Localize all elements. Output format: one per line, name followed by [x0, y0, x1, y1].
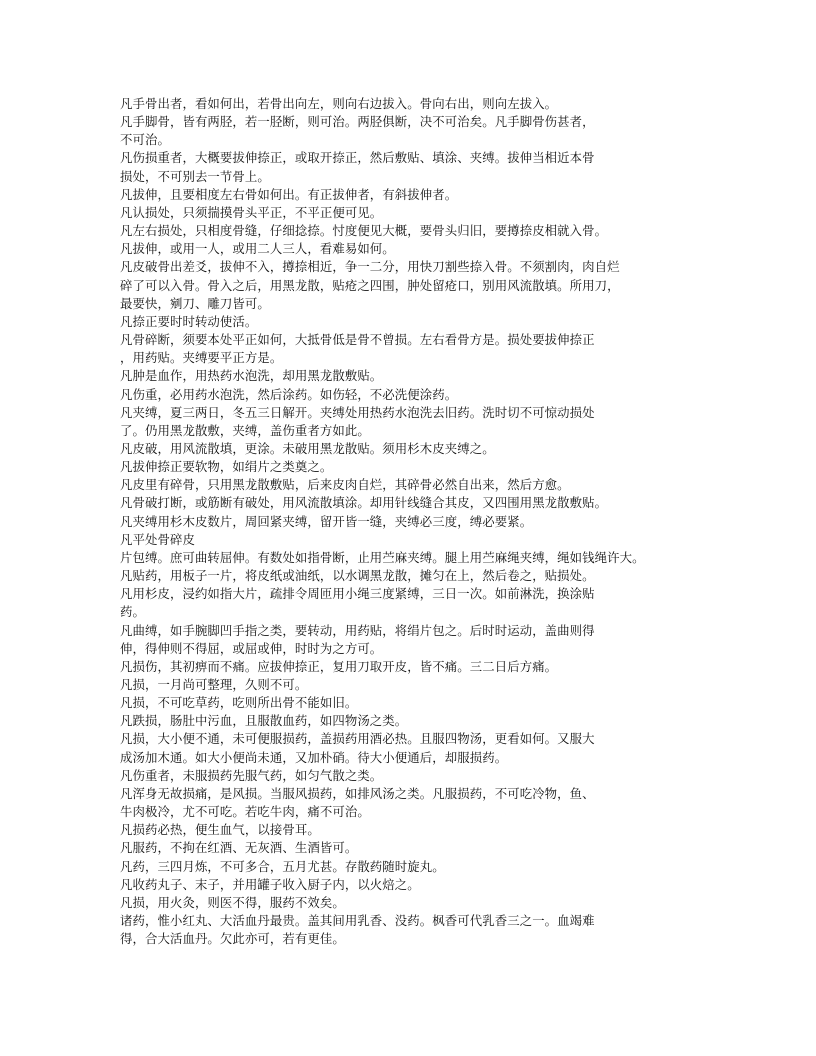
text-line: 凡皮破骨出差爻，拔伸不入，撙捺相近，争一二分，用快刀割些捺入骨。不须割肉，肉自烂 — [120, 259, 620, 275]
text-line: ，用药贴。夹缚要平正方是。 — [120, 350, 283, 366]
document-body — [120, 95, 690, 948]
text-line: 牛肉极冷，尤不可吃。若吃牛肉，痛不可治。 — [120, 804, 370, 820]
text-line: 损处，不可别去一节骨上。 — [120, 168, 270, 184]
text-line: 凡夹缚用杉木皮数片，周回紧夹缚，留开皆一缝，夹缚必三度，缚必要紧。 — [120, 513, 533, 529]
text-line: 凡肿是血作，用热药水泡洗，却用黑龙散敷贴。 — [120, 368, 383, 384]
text-line: 凡药，三四月炼，不可多合，五月尤甚。存散药随时旋丸。 — [120, 858, 445, 874]
text-line: 凡损伤，其初痹而不痛。应拔伸捺正，复用刀取开皮，皆不痛。三二日后方痛。 — [120, 658, 558, 674]
text-line: 凡拔伸，且要相度左右骨如何出。有正拔伸者，有斜拔伸者。 — [120, 186, 458, 202]
text-line: 凡服药，不拘在红酒、无灰酒、生酒皆可。 — [120, 840, 358, 856]
text-line: 凡皮里有碎骨，只用黑龙散敷贴，后来皮肉自烂，其碎骨必然自出来，然后方愈。 — [120, 477, 570, 493]
text-line: 凡浑身无故损痛，是风损。当服风损药，如排风汤之类。凡服损药，不可吃冷物，鱼、 — [120, 785, 595, 801]
text-line: 凡平处骨碎皮 — [120, 531, 195, 547]
text-line: 凡损，用火灸，则医不得，服药不效矣。 — [120, 894, 345, 910]
text-line: 凡损，大小便不通，未可便服损药，盖损药用酒必热。且服四物汤，更看如何。又服大 — [120, 731, 595, 747]
text-line: 成汤加木通。如大小便尚未通，又加朴硝。待大小便通后，却服损药。 — [120, 749, 508, 765]
text-line: 凡收药丸子、末子，并用罐子收入厨子内，以火焙之。 — [120, 876, 420, 892]
text-line: 凡拔伸捺正要软物，如绢片之类奠之。 — [120, 459, 333, 475]
text-line: 最要快，剜刀、雕刀皆可。 — [120, 295, 270, 311]
text-line: 凡伤损重者，大概要拔伸捺正，或取开捺正，然后敷贴、填涂、夹缚。拔伸当相近本骨 — [120, 150, 595, 166]
text-line: 凡皮破，用风流散填，更涂。未破用黑龙散贴。须用杉木皮夹缚之。 — [120, 440, 495, 456]
text-line: 凡曲缚，如手腕脚凹手指之类，要转动，用药贴，将绢片包之。后时时运动，盖曲则得 — [120, 622, 595, 638]
text-line: 凡手骨出者，看如何出，若骨出向左，则向右边拔入。骨向右出，则向左拔入。 — [120, 96, 558, 111]
text-line: 凡损药必热，便生血气，以接骨耳。 — [120, 822, 320, 838]
text-line: 伸，得伸则不得屈，或屈或伸，时时为之方可。 — [120, 640, 383, 656]
text-line: 凡左右损处，只相度骨缝，仔细捻捺。忖度便见大概，要骨头归旧，要撙捺皮相就入骨。 — [120, 223, 608, 239]
text-line: 凡认损处，只须揣摸骨头平正，不平正便可见。 — [120, 204, 383, 220]
text-line: 凡损，一月尚可整理，久则不可。 — [120, 677, 308, 692]
text-line: 得，合大活血丹。欠此亦可，若有更佳。 — [120, 931, 345, 947]
text-line: 诸药，惟小红丸、大活血丹最贵。盖其间用乳香、没药。枫香可代乳香三之一。血竭难 — [120, 913, 595, 929]
text-line: 了。仍用黑龙散敷，夹缚，盖伤重者方如此。 — [120, 422, 370, 438]
text-line: 凡用杉皮，浸约如指大片，疏排令周匝用小绳三度紧缚，三日一次。如前淋洗，换涂贴 — [120, 586, 595, 602]
text-line: 药。 — [120, 604, 145, 620]
text-line: 凡拔伸，或用一人，或用二人三人，看难易如何。 — [120, 241, 395, 257]
text-line: 碎了可以入骨。骨入之后，用黑龙散，贴疮之四围，肿处留疮口，别用风流散填。所用刀， — [120, 277, 620, 293]
text-line: 凡手脚骨，皆有两胫，若一胫断，则可治。两胫俱断，决不可治矣。凡手脚骨伤甚者， — [120, 114, 595, 130]
text-line: 凡捺正要时时转动使活。 — [120, 313, 258, 329]
text-line: 凡骨破打断，或筋断有破处，用风流散填涂。却用针线缝合其皮，又四围用黑龙散敷贴。 — [120, 495, 608, 511]
text-line: 凡夹缚，夏三两日，冬五三日解开。夹缚处用热药水泡洗去旧药。洗时切不可惊动损处 — [120, 404, 595, 420]
text-line: 凡损，不可吃草药，吃则所出骨不能如旧。 — [120, 695, 358, 711]
text-line: 凡伤重者，未服损药先服气药，如匀气散之类。 — [120, 767, 383, 783]
text-line: 凡跌损，肠肚中污血，且服散血药，如四物汤之类。 — [120, 713, 408, 729]
text-line: 凡贴药，用板子一片，将皮纸或油纸，以水调黑龙散，摊匀在上，然后卷之，贴损处。 — [120, 568, 595, 584]
text-line: 片包缚。庶可曲转屈伸。有数处如指骨断，止用苎麻夹缚。腿上用苎麻绳夹缚，绳如钱绳许大。 — [120, 549, 645, 565]
text-line: 凡伤重，必用药水泡洗，然后涂药。如伤轻，不必洗便涂药。 — [120, 386, 458, 402]
text-line: 凡骨碎断，须要本处平正如何，大抵骨低是骨不曾损。左右看骨方是。损处要拔伸捺正 — [120, 332, 595, 348]
text-line: 不可治。 — [120, 132, 170, 148]
